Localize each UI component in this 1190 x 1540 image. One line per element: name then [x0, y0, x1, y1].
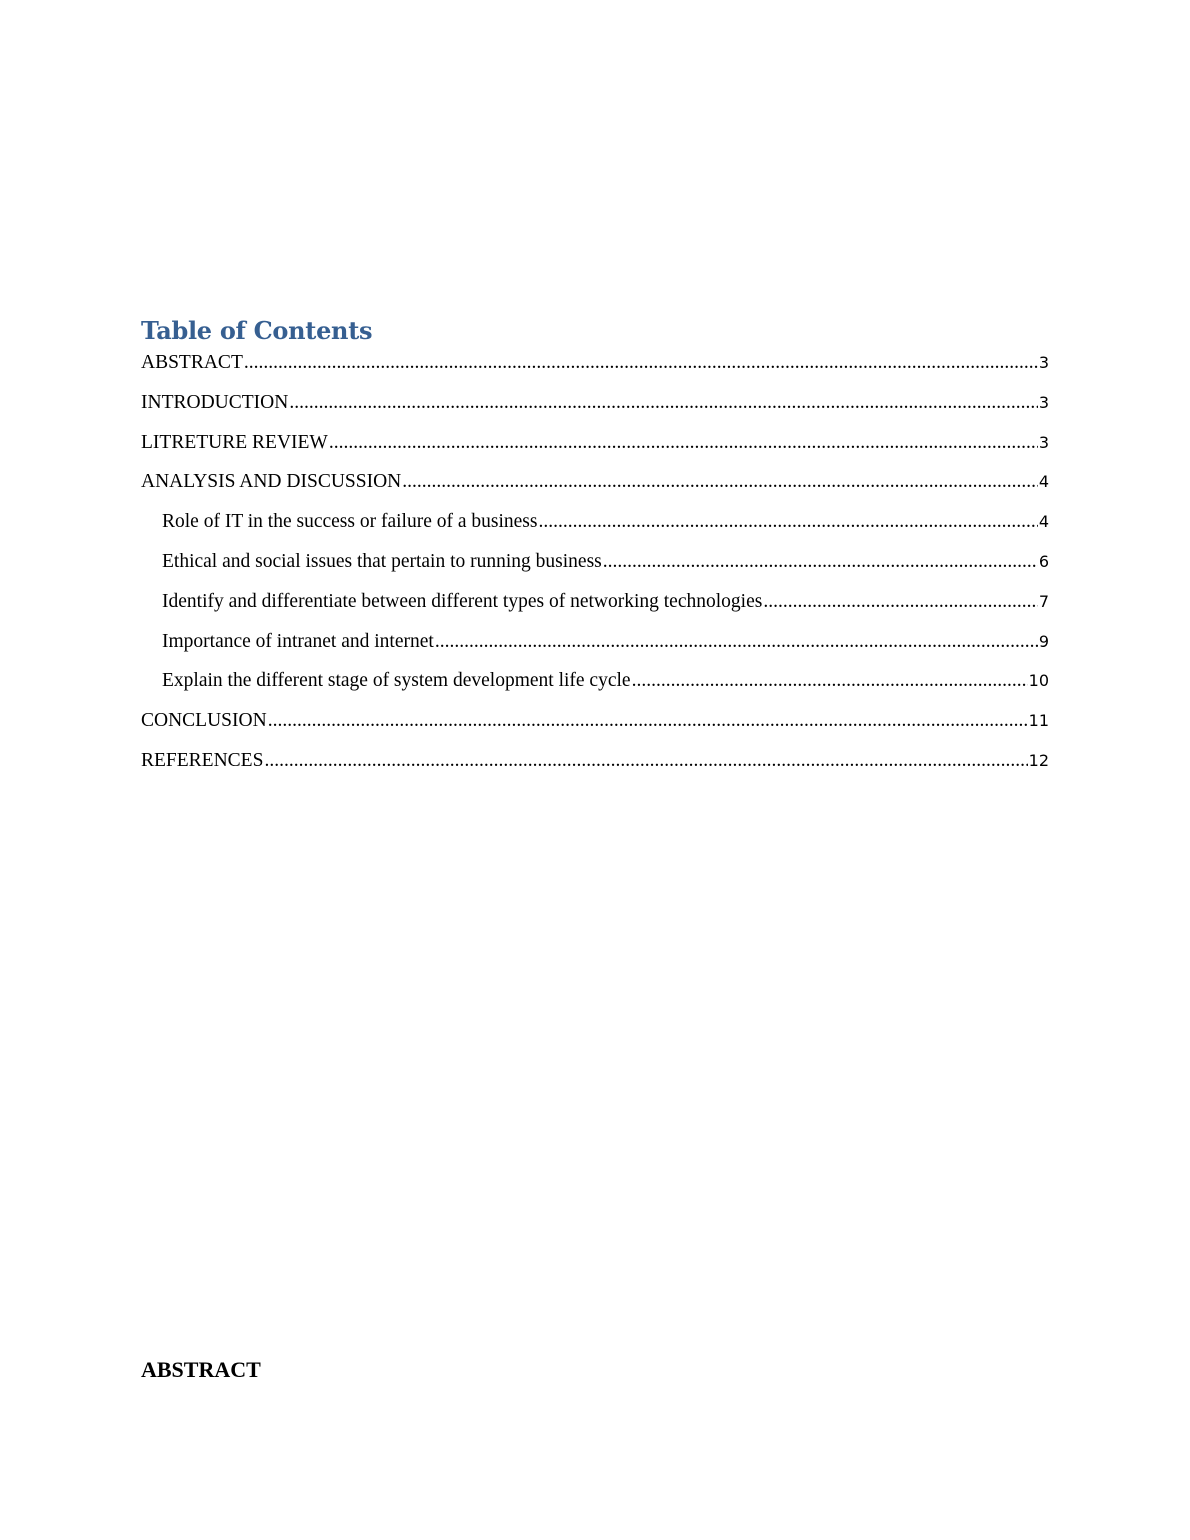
toc-dot-leader — [264, 750, 1027, 772]
toc-page-number: 4 — [1038, 512, 1049, 532]
toc-entry-introduction[interactable] — [141, 392, 1049, 432]
toc-page-number: 3 — [1038, 432, 1049, 452]
toc-entry-conclusion[interactable] — [141, 710, 1049, 750]
toc-heading: Table of Contents — [141, 316, 373, 345]
toc-dot-leader — [268, 710, 1028, 732]
toc-entry-analysis-and-discussion[interactable] — [141, 471, 1049, 511]
toc-page-number: 3 — [1038, 353, 1049, 372]
toc-page-number: 9 — [1038, 631, 1049, 651]
toc-dot-leader — [435, 631, 1038, 653]
toc-dot-leader — [329, 432, 1038, 454]
toc-entry-networking-technologies[interactable] — [141, 591, 1049, 631]
toc-page-number: 7 — [1038, 591, 1049, 611]
toc-entry-label: REFERENCES — [141, 749, 264, 771]
toc-dot-leader — [402, 471, 1038, 493]
table-of-contents — [141, 352, 1049, 790]
toc-entry-label: ANALYSIS AND DISCUSSION — [141, 471, 402, 493]
toc-entry-label: CONCLUSION — [141, 710, 267, 732]
toc-page-number: 3 — [1038, 392, 1049, 412]
toc-entry-intranet-and-internet[interactable] — [141, 631, 1049, 671]
toc-dot-leader — [244, 352, 1038, 374]
toc-entry-label: Identify and differentiate between different types of networking technologies — [162, 590, 763, 612]
toc-entry-ethical-and-social-issues[interactable] — [141, 551, 1049, 591]
toc-entry-label: INTRODUCTION — [141, 391, 289, 413]
toc-dot-leader — [632, 670, 1028, 692]
toc-entry-label: Role of IT in the success or failure of a business — [162, 511, 538, 533]
toc-page-number: 10 — [1028, 671, 1049, 691]
toc-entry-abstract[interactable] — [141, 352, 1049, 392]
toc-entry-references[interactable] — [141, 750, 1049, 790]
toc-dot-leader — [538, 511, 1037, 533]
toc-page-number: 12 — [1028, 750, 1049, 770]
toc-page-number: 6 — [1038, 551, 1049, 571]
toc-dot-leader — [763, 591, 1037, 613]
toc-entry-label: LITRETURE REVIEW — [141, 431, 328, 453]
toc-page-number: 11 — [1028, 711, 1049, 731]
toc-dot-leader — [603, 551, 1038, 573]
section-heading-abstract: ABSTRACT — [141, 1357, 261, 1382]
toc-entry-system-development-life-cycle[interactable] — [141, 670, 1049, 710]
toc-entry-label: Explain the different stage of system development life cycle — [162, 670, 631, 692]
toc-page-number: 4 — [1038, 472, 1049, 492]
toc-entry-role-of-it[interactable] — [141, 511, 1049, 551]
toc-entry-label: Ethical and social issues that pertain to running business — [162, 550, 602, 572]
toc-entry-literature-review[interactable] — [141, 432, 1049, 472]
toc-dot-leader — [289, 392, 1037, 414]
toc-entry-label: Importance of intranet and internet — [162, 630, 434, 652]
toc-entry-label: ABSTRACT — [141, 352, 243, 373]
